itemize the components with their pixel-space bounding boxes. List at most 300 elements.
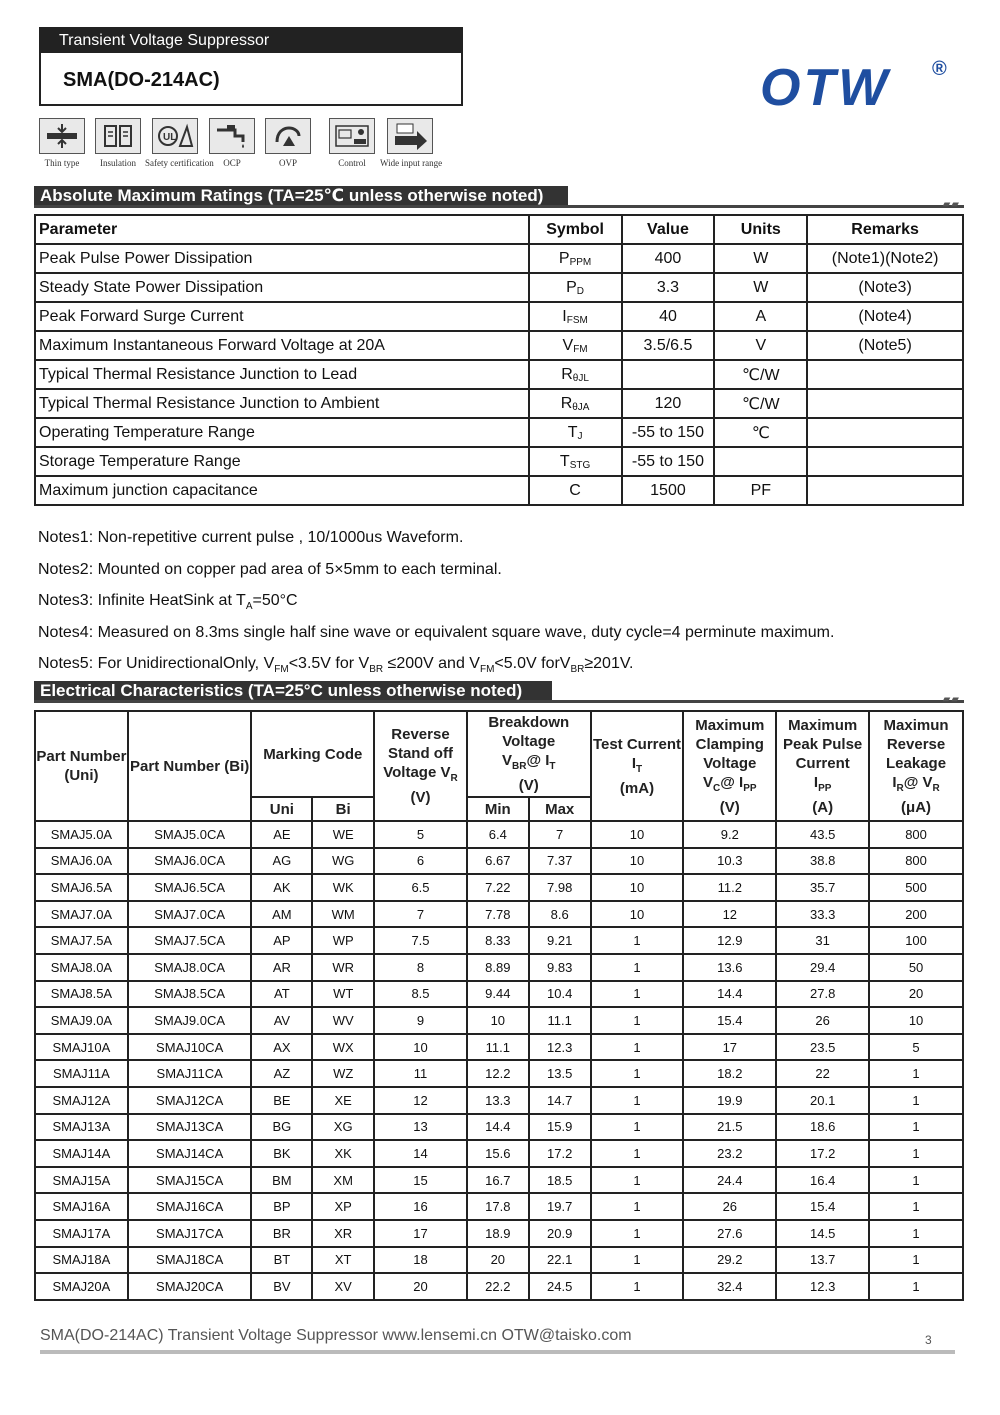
cell-vbr-max: 7 <box>529 821 591 848</box>
section-divider <box>34 205 964 208</box>
cell-part-bi: SMAJ11CA <box>128 1060 252 1087</box>
cell-vr: 9 <box>374 1007 467 1034</box>
ratings-row <box>35 447 963 476</box>
cell-vbr-max: 14.7 <box>529 1087 591 1114</box>
cell-ir: 1 <box>869 1060 963 1087</box>
cell-marking-uni: BV <box>251 1273 312 1300</box>
ratings-symbol: $I_{FSM}$ <box>529 302 622 331</box>
col-ir: Maximun Reverse Leakage $I_R@$ $V_R$ (μA) <box>869 711 963 821</box>
cell-vbr-max: 7.98 <box>529 874 591 901</box>
ratings-remark <box>807 447 963 476</box>
cell-part-uni: SMAJ14A <box>35 1140 128 1167</box>
cell-vr: 6.5 <box>374 874 467 901</box>
col-vbr-min: Min <box>467 797 529 821</box>
ratings-unit: A <box>714 302 807 331</box>
electrical-title: Electrical Characteristics (TA=25°C unless otherwise noted) <box>34 681 552 701</box>
cell-it: 1 <box>591 1167 684 1194</box>
cell-part-uni: SMAJ18A <box>35 1247 128 1274</box>
cell-part-uni: SMAJ13A <box>35 1114 128 1141</box>
cell-vbr-min: 17.8 <box>467 1193 529 1220</box>
cell-ipp: 18.6 <box>776 1114 869 1141</box>
cell-ir: 100 <box>869 927 963 954</box>
ratings-remark: (Note3) <box>807 273 963 302</box>
ratings-remark: (Note5) <box>807 331 963 360</box>
cell-part-uni: SMAJ8.0A <box>35 954 128 981</box>
registered-mark: ® <box>932 58 947 80</box>
col-parameter: Parameter <box>35 215 529 244</box>
cell-vbr-max: 13.5 <box>529 1060 591 1087</box>
electrical-row <box>35 981 963 1008</box>
electrical-row <box>35 954 963 981</box>
cell-it: 1 <box>591 1034 684 1061</box>
cell-vr: 11 <box>374 1060 467 1087</box>
cell-ipp: 13.7 <box>776 1247 869 1274</box>
cell-marking-uni: BM <box>251 1167 312 1194</box>
cell-ir: 1 <box>869 1087 963 1114</box>
cell-marking-uni: AE <box>251 821 312 848</box>
cell-ipp: 29.4 <box>776 954 869 981</box>
cell-it: 1 <box>591 1087 684 1114</box>
svg-text:UL: UL <box>163 132 177 143</box>
cell-part-uni: SMAJ16A <box>35 1193 128 1220</box>
cell-marking-uni: BK <box>251 1140 312 1167</box>
cell-vc: 12 <box>683 901 776 928</box>
cell-vc: 18.2 <box>683 1060 776 1087</box>
cell-vbr-max: 24.5 <box>529 1273 591 1300</box>
cell-vc: 23.2 <box>683 1140 776 1167</box>
cell-it: 1 <box>591 1273 684 1300</box>
electrical-section-header <box>34 681 964 703</box>
ratings-row <box>35 331 963 360</box>
cell-vbr-min: 20 <box>467 1247 529 1274</box>
cell-vbr-min: 16.7 <box>467 1167 529 1194</box>
cell-vr: 12 <box>374 1087 467 1114</box>
cell-part-uni: SMAJ5.0A <box>35 821 128 848</box>
col-value: Value <box>622 215 715 244</box>
ratings-table <box>34 214 964 506</box>
ratings-row <box>35 476 963 505</box>
electrical-row <box>35 927 963 954</box>
cell-ir: 5 <box>869 1034 963 1061</box>
cell-vbr-min: 7.22 <box>467 874 529 901</box>
cell-vc: 15.4 <box>683 1007 776 1034</box>
cell-vbr-max: 20.9 <box>529 1220 591 1247</box>
cell-ipp: 27.8 <box>776 981 869 1008</box>
ratings-unit: ℃/W <box>714 389 807 418</box>
ratings-parameter: Storage Temperature Range <box>35 447 529 476</box>
cell-vbr-min: 8.33 <box>467 927 529 954</box>
feature-safety-certification <box>145 118 214 168</box>
cell-vr: 16 <box>374 1193 467 1220</box>
cell-vr: 8.5 <box>374 981 467 1008</box>
cell-ipp: 15.4 <box>776 1193 869 1220</box>
page-number: 3 <box>925 1333 932 1347</box>
cell-marking-bi: XP <box>312 1193 374 1220</box>
cell-vbr-min: 9.44 <box>467 981 529 1008</box>
cell-vc: 17 <box>683 1034 776 1061</box>
cell-part-uni: SMAJ6.5A <box>35 874 128 901</box>
note-1: Notes1: Non-repetitive current pulse , 10/1000us Waveform. <box>38 529 464 546</box>
cell-vc: 26 <box>683 1193 776 1220</box>
ratings-value: -55 to 150 <box>622 447 715 476</box>
cell-part-bi: SMAJ13CA <box>128 1114 252 1141</box>
ratings-symbol: C <box>529 476 622 505</box>
cell-vr: 18 <box>374 1247 467 1274</box>
cell-ipp: 35.7 <box>776 874 869 901</box>
cell-marking-uni: AV <box>251 1007 312 1034</box>
cell-marking-bi: WT <box>312 981 374 1008</box>
cell-vr: 14 <box>374 1140 467 1167</box>
cell-marking-bi: XG <box>312 1114 374 1141</box>
ratings-symbol: $V_{FM}$ <box>529 331 622 360</box>
cell-ir: 1 <box>869 1167 963 1194</box>
cell-marking-uni: AK <box>251 874 312 901</box>
cell-vbr-max: 7.37 <box>529 848 591 875</box>
cell-vbr-max: 12.3 <box>529 1034 591 1061</box>
cell-vbr-min: 8.89 <box>467 954 529 981</box>
electrical-row <box>35 901 963 928</box>
col-marking-uni: Uni <box>251 797 312 821</box>
cell-vbr-max: 17.2 <box>529 1140 591 1167</box>
feature-ocp <box>202 118 262 168</box>
cell-vbr-min: 14.4 <box>467 1114 529 1141</box>
ratings-row <box>35 360 963 389</box>
cell-it: 1 <box>591 1220 684 1247</box>
cell-marking-bi: XE <box>312 1087 374 1114</box>
electrical-header-row <box>35 711 963 797</box>
electrical-row <box>35 1140 963 1167</box>
cell-ipp: 12.3 <box>776 1273 869 1300</box>
ratings-section-header <box>34 186 964 208</box>
cell-part-uni: SMAJ15A <box>35 1167 128 1194</box>
cell-vbr-min: 18.9 <box>467 1220 529 1247</box>
feature-icon-strip <box>38 118 458 174</box>
note-3: Notes3: Infinite HeatSink at $T_A=50^\circ C$ <box>38 592 298 613</box>
wide-input-range-icon <box>387 118 433 154</box>
electrical-row <box>35 848 963 875</box>
ratings-header-row <box>35 215 963 244</box>
feature-label: OVP <box>278 158 297 168</box>
ratings-parameter: Peak Forward Surge Current <box>35 302 529 331</box>
ratings-symbol: $R_{\theta JL}$ <box>529 360 622 389</box>
cell-vbr-max: 8.6 <box>529 901 591 928</box>
col-vr: Reverse Stand off Voltage $V_R$ (V) <box>374 711 467 821</box>
safety-certification-icon <box>152 118 198 154</box>
electrical-row <box>35 1060 963 1087</box>
cell-vc: 32.4 <box>683 1273 776 1300</box>
cell-marking-uni: AZ <box>251 1060 312 1087</box>
title-box <box>39 27 463 106</box>
cell-marking-bi: WV <box>312 1007 374 1034</box>
ratings-row <box>35 389 963 418</box>
cell-part-bi: SMAJ15CA <box>128 1167 252 1194</box>
ratings-unit <box>714 447 807 476</box>
cell-part-uni: SMAJ8.5A <box>35 981 128 1008</box>
cell-ipp: 22 <box>776 1060 869 1087</box>
electrical-table <box>34 710 964 1301</box>
ratings-unit: ℃ <box>714 418 807 447</box>
electrical-row <box>35 874 963 901</box>
ratings-parameter: Maximum Instantaneous Forward Voltage at 20A <box>35 331 529 360</box>
cell-vbr-max: 9.83 <box>529 954 591 981</box>
footer-text: SMA(DO-214AC) Transient Voltage Suppressor www.lensemi.cn OTW@taisko.com <box>40 1327 632 1344</box>
col-vbr: Breakdown Voltage $V_{BR}@$ $I_T$ (V) <box>467 711 591 797</box>
ratings-value: 40 <box>622 302 715 331</box>
ratings-remark <box>807 389 963 418</box>
cell-part-bi: SMAJ12CA <box>128 1087 252 1114</box>
ratings-symbol: $P_D$ <box>529 273 622 302</box>
brand-logo <box>760 58 960 117</box>
ratings-remark <box>807 476 963 505</box>
cell-vbr-min: 13.3 <box>467 1087 529 1114</box>
cell-vr: 8 <box>374 954 467 981</box>
cell-vbr-max: 19.7 <box>529 1193 591 1220</box>
cell-ir: 20 <box>869 981 963 1008</box>
cell-vc: 12.9 <box>683 927 776 954</box>
cell-vc: 24.4 <box>683 1167 776 1194</box>
cell-marking-uni: BG <box>251 1114 312 1141</box>
cell-it: 1 <box>591 1007 684 1034</box>
ratings-value: 120 <box>622 389 715 418</box>
cell-part-bi: SMAJ5.0CA <box>128 821 252 848</box>
feature-label: OCP <box>223 158 241 168</box>
cell-marking-bi: WZ <box>312 1060 374 1087</box>
electrical-row <box>35 1273 963 1300</box>
feature-label: Control <box>338 158 366 168</box>
ratings-parameter: Typical Thermal Resistance Junction to Ambient <box>35 389 529 418</box>
cell-marking-bi: XT <box>312 1247 374 1274</box>
cell-marking-bi: XV <box>312 1273 374 1300</box>
control-icon <box>329 118 375 154</box>
cell-ir: 500 <box>869 874 963 901</box>
electrical-row <box>35 1220 963 1247</box>
electrical-row <box>35 1247 963 1274</box>
cell-vbr-max: 9.21 <box>529 927 591 954</box>
cell-vc: 11.2 <box>683 874 776 901</box>
cell-ipp: 26 <box>776 1007 869 1034</box>
cell-ipp: 43.5 <box>776 821 869 848</box>
cell-marking-bi: WG <box>312 848 374 875</box>
cell-ir: 1 <box>869 1220 963 1247</box>
cell-ipp: 20.1 <box>776 1087 869 1114</box>
note-2: Notes2: Mounted on copper pad area of 5×5mm to each terminal. <box>38 560 502 578</box>
note-4: Notes4: Measured on 8.3ms single half sine wave or equivalent square wave, duty cycle=4 perminute maximum. <box>38 623 835 641</box>
col-marking-code: Marking Code <box>251 711 374 797</box>
cell-marking-uni: BP <box>251 1193 312 1220</box>
cell-part-uni: SMAJ10A <box>35 1034 128 1061</box>
notes-block <box>38 528 968 686</box>
ratings-row <box>35 302 963 331</box>
cell-vr: 17 <box>374 1220 467 1247</box>
cell-ir: 10 <box>869 1007 963 1034</box>
cell-marking-uni: BR <box>251 1220 312 1247</box>
cell-marking-uni: AT <box>251 981 312 1008</box>
ratings-remark: (Note4) <box>807 302 963 331</box>
cell-ipp: 33.3 <box>776 901 869 928</box>
col-ipp: Maximum Peak Pulse Current $I_{PP}$ (A) <box>776 711 869 821</box>
ratings-value: 400 <box>622 244 715 273</box>
cell-it: 1 <box>591 1193 684 1220</box>
cell-part-uni: SMAJ17A <box>35 1220 128 1247</box>
cell-it: 1 <box>591 981 684 1008</box>
ratings-symbol: $T_{STG}$ <box>529 447 622 476</box>
cell-marking-bi: XK <box>312 1140 374 1167</box>
insulation-icon <box>95 118 141 154</box>
cell-vbr-min: 7.78 <box>467 901 529 928</box>
electrical-row <box>35 1007 963 1034</box>
ratings-row <box>35 244 963 273</box>
ratings-symbol: $P_{PPM}$ <box>529 244 622 273</box>
cell-part-uni: SMAJ7.5A <box>35 927 128 954</box>
cell-ipp: 38.8 <box>776 848 869 875</box>
cell-vr: 13 <box>374 1114 467 1141</box>
cell-marking-uni: BE <box>251 1087 312 1114</box>
col-it: Test Current $I_T$ (mA) <box>591 711 684 821</box>
ovp-icon <box>265 118 311 154</box>
ratings-unit: W <box>714 244 807 273</box>
ratings-parameter: Typical Thermal Resistance Junction to Lead <box>35 360 529 389</box>
feature-control <box>322 118 382 168</box>
cell-vr: 7 <box>374 901 467 928</box>
cell-vc: 9.2 <box>683 821 776 848</box>
section-divider <box>34 700 964 703</box>
ratings-value: -55 to 150 <box>622 418 715 447</box>
cell-part-uni: SMAJ6.0A <box>35 848 128 875</box>
cell-ipp: 31 <box>776 927 869 954</box>
feature-ovp <box>258 118 318 168</box>
cell-vr: 10 <box>374 1034 467 1061</box>
cell-vbr-max: 10.4 <box>529 981 591 1008</box>
feature-thin-type <box>32 118 92 168</box>
cell-part-bi: SMAJ7.5CA <box>128 927 252 954</box>
cell-ir: 800 <box>869 848 963 875</box>
cell-ir: 1 <box>869 1114 963 1141</box>
col-vc: Maximum Clamping Voltage $V_C@$ $I_{PP}$ (V) <box>683 711 776 821</box>
feature-label: Thin type <box>44 158 80 168</box>
cell-vc: 21.5 <box>683 1114 776 1141</box>
cell-part-bi: SMAJ16CA <box>128 1193 252 1220</box>
col-vbr-max: Max <box>529 797 591 821</box>
cell-marking-bi: WP <box>312 927 374 954</box>
cell-it: 1 <box>591 1060 684 1087</box>
cell-vbr-max: 18.5 <box>529 1167 591 1194</box>
cell-it: 10 <box>591 848 684 875</box>
feature-label: Insulation <box>100 158 136 168</box>
col-symbol: Symbol <box>529 215 622 244</box>
cell-part-uni: SMAJ12A <box>35 1087 128 1114</box>
cell-vr: 15 <box>374 1167 467 1194</box>
footer-divider <box>40 1350 955 1354</box>
cell-marking-bi: WK <box>312 874 374 901</box>
cell-ir: 50 <box>869 954 963 981</box>
col-part-bi: Part Number (Bi) <box>128 711 252 821</box>
ratings-symbol: $T_J$ <box>529 418 622 447</box>
ratings-parameter: Peak Pulse Power Dissipation <box>35 244 529 273</box>
cell-vr: 7.5 <box>374 927 467 954</box>
ratings-parameter: Maximum junction capacitance <box>35 476 529 505</box>
cell-ir: 1 <box>869 1193 963 1220</box>
cell-marking-uni: AR <box>251 954 312 981</box>
cell-it: 1 <box>591 927 684 954</box>
note-5: Notes5: For UnidirectionalOnly, $V_{FM}<3.5V$ for $V_{BR} \le 200V$ and $V_{FM}<5.0V$ forV$_{BR}$≥201V. <box>38 655 634 676</box>
cell-marking-uni: AX <box>251 1034 312 1061</box>
cell-vc: 13.6 <box>683 954 776 981</box>
ratings-parameter: Steady State Power Dissipation <box>35 273 529 302</box>
cell-vbr-min: 6.67 <box>467 848 529 875</box>
ratings-symbol: $R_{\theta JA}$ <box>529 389 622 418</box>
cell-ipp: 16.4 <box>776 1167 869 1194</box>
cell-part-uni: SMAJ9.0A <box>35 1007 128 1034</box>
cell-ir: 200 <box>869 901 963 928</box>
cell-vbr-max: 11.1 <box>529 1007 591 1034</box>
ratings-value: 3.3 <box>622 273 715 302</box>
cell-part-bi: SMAJ20CA <box>128 1273 252 1300</box>
cell-marking-bi: XM <box>312 1167 374 1194</box>
electrical-row <box>35 1034 963 1061</box>
cell-ir: 800 <box>869 821 963 848</box>
cell-ipp: 23.5 <box>776 1034 869 1061</box>
electrical-row <box>35 1193 963 1220</box>
feature-label: Safety certification <box>145 158 214 168</box>
thin-type-icon <box>39 118 85 154</box>
cell-ipp: 17.2 <box>776 1140 869 1167</box>
cell-vr: 5 <box>374 821 467 848</box>
ratings-unit: ℃/W <box>714 360 807 389</box>
section-slash-decor: ▰▰ <box>942 199 960 210</box>
feature-insulation <box>88 118 148 168</box>
ratings-value: 1500 <box>622 476 715 505</box>
cell-part-bi: SMAJ8.0CA <box>128 954 252 981</box>
cell-ir: 1 <box>869 1140 963 1167</box>
feature-label: Wide input range <box>380 158 443 168</box>
ratings-row <box>35 418 963 447</box>
cell-marking-bi: WR <box>312 954 374 981</box>
ratings-parameter: Operating Temperature Range <box>35 418 529 447</box>
cell-part-bi: SMAJ6.5CA <box>128 874 252 901</box>
cell-it: 1 <box>591 1114 684 1141</box>
cell-vbr-min: 10 <box>467 1007 529 1034</box>
cell-part-bi: SMAJ17CA <box>128 1220 252 1247</box>
cell-marking-uni: AP <box>251 927 312 954</box>
electrical-row <box>35 821 963 848</box>
cell-it: 10 <box>591 901 684 928</box>
cell-part-bi: SMAJ6.0CA <box>128 848 252 875</box>
cell-marking-uni: AM <box>251 901 312 928</box>
cell-part-bi: SMAJ10CA <box>128 1034 252 1061</box>
ratings-unit: PF <box>714 476 807 505</box>
package-title: SMA(DO-214AC) <box>63 69 220 91</box>
ocp-icon <box>209 118 255 154</box>
cell-marking-bi: WE <box>312 821 374 848</box>
cell-it: 1 <box>591 954 684 981</box>
cell-vbr-max: 22.1 <box>529 1247 591 1274</box>
cell-part-bi: SMAJ18CA <box>128 1247 252 1274</box>
doc-type-label: Transient Voltage Suppressor <box>41 29 461 53</box>
cell-vbr-min: 12.2 <box>467 1060 529 1087</box>
col-part-uni: Part Number (Uni) <box>35 711 128 821</box>
ratings-value: 3.5/6.5 <box>622 331 715 360</box>
ratings-title: Absolute Maximum Ratings (TA=25℃ unless otherwise noted) <box>34 186 568 206</box>
cell-vc: 27.6 <box>683 1220 776 1247</box>
cell-part-bi: SMAJ8.5CA <box>128 981 252 1008</box>
electrical-row <box>35 1087 963 1114</box>
cell-part-uni: SMAJ11A <box>35 1060 128 1087</box>
col-remarks: Remarks <box>807 215 963 244</box>
electrical-row <box>35 1114 963 1141</box>
cell-vbr-min: 22.2 <box>467 1273 529 1300</box>
cell-marking-uni: BT <box>251 1247 312 1274</box>
cell-it: 10 <box>591 821 684 848</box>
